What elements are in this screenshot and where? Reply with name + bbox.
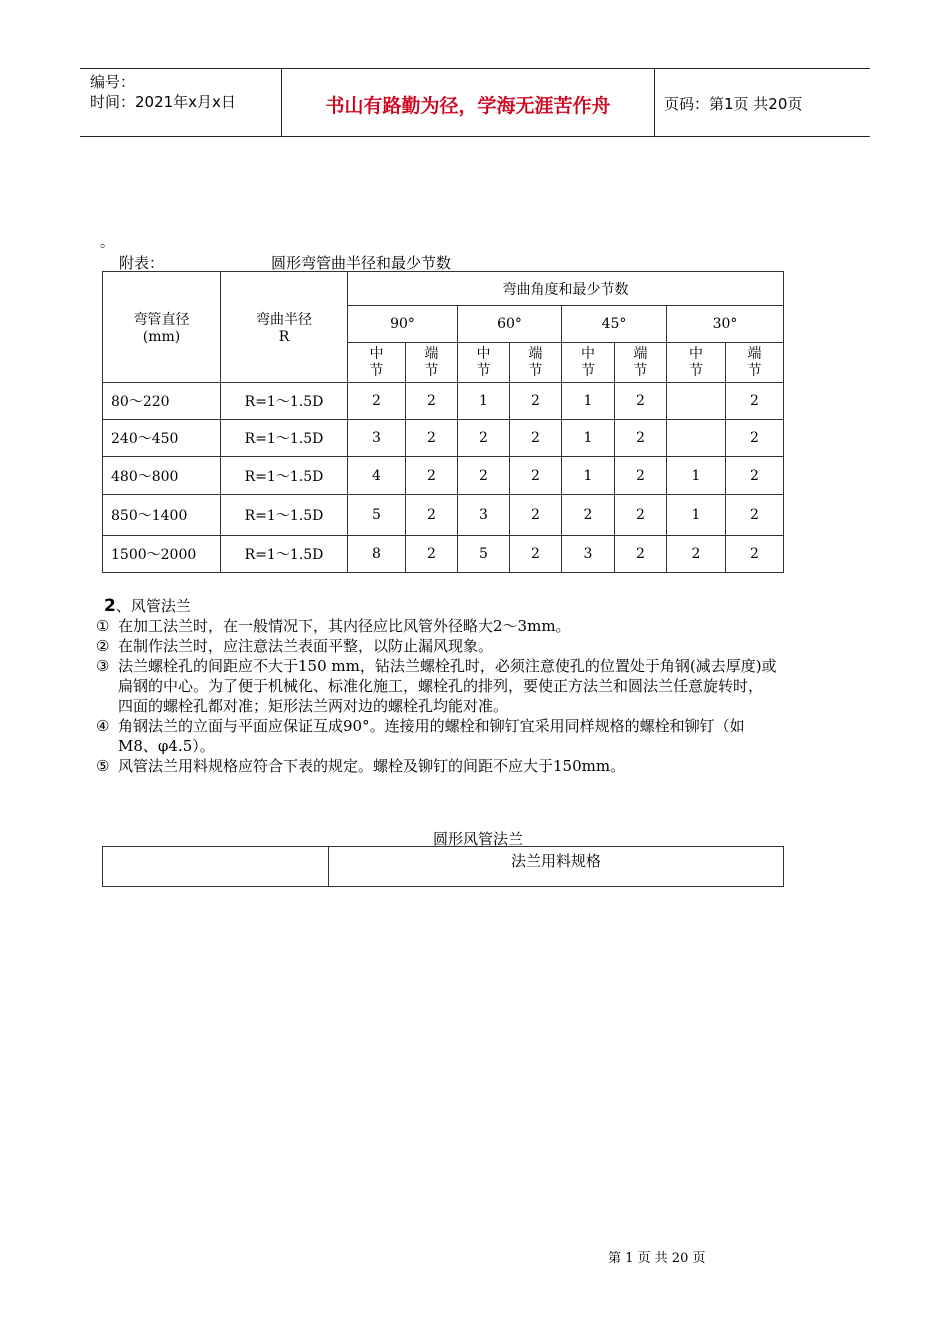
list-marker: ③	[96, 657, 110, 675]
subheader-text: 端节	[424, 345, 439, 379]
date-label: 时间：2021年x月x日	[90, 93, 236, 111]
count-cell: 1	[562, 383, 615, 420]
count-cell	[667, 383, 726, 420]
count-cell: 2	[726, 536, 784, 573]
flange-table	[102, 846, 784, 887]
subheader-text: 中节	[689, 345, 703, 379]
count-cell: 5	[348, 495, 406, 536]
table-row	[103, 536, 784, 573]
list-item-line	[96, 636, 856, 656]
count-cell: 2	[726, 457, 784, 495]
count-cell: 1	[458, 383, 510, 420]
diameter-cell: 80～220	[103, 383, 221, 420]
list-item	[96, 616, 856, 636]
header-meta	[90, 72, 236, 112]
count-cell: 1	[562, 457, 615, 495]
end-section-header	[726, 343, 784, 383]
flange-col-2: 法兰用料规格	[329, 847, 784, 887]
end-section-header	[510, 343, 562, 383]
list-item-text: 角钢法兰的立面与平面应保证互成90°。连接用的螺栓和铆钉宜采用同样规格的螺栓和铆钉（如	[118, 717, 745, 735]
subheader-text: 中节	[369, 345, 384, 379]
radius-cell: R=1～1.5D	[221, 383, 348, 420]
angle-group-header: 弯曲角度和最少节数	[348, 272, 784, 306]
list-item	[96, 656, 856, 716]
list-item-line	[96, 696, 856, 716]
list-item-line	[96, 736, 856, 756]
mid-section-header	[458, 343, 510, 383]
bend-table	[102, 271, 784, 573]
count-cell: 3	[458, 495, 510, 536]
list-item	[96, 756, 856, 776]
list-item-text: 在加工法兰时，在一般情况下，其内径应比风管外径略大2～3mm。	[118, 617, 571, 635]
list-item-text: 法兰螺栓孔的间距应不大于150 mm，钻法兰螺栓孔时，必须注意使孔的位置处于角钢(减去厚度)或	[118, 657, 777, 675]
count-cell: 2	[406, 495, 458, 536]
footer-page-number: 第 1 页 共 20 页	[608, 1251, 706, 1266]
radius-cell: R=1～1.5D	[221, 495, 348, 536]
subheader-text: 中节	[581, 345, 595, 379]
count-cell: 2	[510, 420, 562, 457]
list-item-text: M8、φ4.5）。	[118, 737, 215, 755]
list-item-text: 扁钢的中心。为了便于机械化、标准化施工，螺栓孔的排列，要使正方法兰和圆法兰任意旋转时，	[118, 677, 764, 695]
list-item-line	[96, 656, 856, 676]
subheader-text: 端节	[747, 345, 762, 379]
count-cell: 2	[667, 536, 726, 573]
flange-table-title: 圆形风管法兰	[433, 830, 524, 848]
count-cell: 3	[348, 420, 406, 457]
count-cell: 2	[406, 536, 458, 573]
mid-section-header	[348, 343, 406, 383]
count-cell: 2	[510, 495, 562, 536]
diameter-cell: 1500～2000	[103, 536, 221, 573]
radius-cell: R=1～1.5D	[221, 420, 348, 457]
count-cell: 2	[615, 536, 667, 573]
count-cell	[667, 420, 726, 457]
list-item-line	[96, 676, 856, 696]
count-cell: 2	[348, 383, 406, 420]
diameter-cell: 850～1400	[103, 495, 221, 536]
flange-col-1	[103, 847, 329, 887]
radius-cell: R=1～1.5D	[221, 457, 348, 495]
count-cell: 2	[615, 495, 667, 536]
subheader-text: 端节	[633, 345, 648, 379]
count-cell: 2	[562, 495, 615, 536]
count-cell: 2	[510, 457, 562, 495]
radius-header-symbol: R	[278, 329, 290, 345]
header-page-info: 页码：第1页 共20页	[664, 95, 803, 113]
list-item-text: 风管法兰用料规格应符合下表的规定。螺栓及铆钉的间距不应大于150mm。	[118, 757, 626, 775]
count-cell: 3	[562, 536, 615, 573]
table-row	[103, 495, 784, 536]
list-item	[96, 636, 856, 656]
header-divider	[654, 68, 655, 136]
table-row	[103, 383, 784, 420]
list-item-line	[96, 716, 856, 736]
count-cell: 2	[726, 383, 784, 420]
table-row	[103, 457, 784, 495]
count-cell: 2	[615, 420, 667, 457]
count-cell: 1	[667, 457, 726, 495]
diameter-header	[103, 272, 221, 383]
header-bottom-rule	[80, 136, 870, 137]
count-cell: 1	[562, 420, 615, 457]
bend-table-title: 圆形弯管曲半径和最少节数	[271, 254, 452, 272]
list-item	[96, 716, 856, 756]
list-item-text: 四面的螺栓孔都对准；矩形法兰两对边的螺栓孔均能对准。	[118, 697, 509, 715]
count-cell: 2	[458, 420, 510, 457]
header-motto: 书山有路勤为径，学海无涯苦作舟	[325, 95, 611, 117]
radius-cell: R=1～1.5D	[221, 536, 348, 573]
section-number: 2	[104, 596, 116, 616]
count-cell: 2	[615, 457, 667, 495]
angle-header: 60°	[458, 306, 562, 343]
diameter-header-unit: (mm)	[142, 329, 181, 345]
radius-header	[221, 272, 348, 383]
count-cell: 2	[726, 420, 784, 457]
header-top-rule	[80, 68, 870, 69]
count-cell: 1	[667, 495, 726, 536]
count-cell: 2	[615, 383, 667, 420]
list-item-text: 在制作法兰时，应注意法兰表面平整，以防止漏风现象。	[118, 637, 494, 655]
radius-header-label: 弯曲半径	[256, 312, 312, 328]
list-item-line	[96, 756, 856, 776]
table-row	[103, 420, 784, 457]
appendix-label: 附表：	[119, 254, 165, 272]
list-marker: ⑤	[96, 757, 110, 775]
angle-header: 90°	[348, 306, 458, 343]
diameter-cell: 240～450	[103, 420, 221, 457]
angle-header: 45°	[562, 306, 667, 343]
count-cell: 2	[458, 457, 510, 495]
mid-section-header	[562, 343, 615, 383]
end-section-header	[615, 343, 667, 383]
mid-section-header	[667, 343, 726, 383]
list-marker: ②	[96, 637, 110, 655]
count-cell: 2	[510, 383, 562, 420]
diameter-cell: 480～800	[103, 457, 221, 495]
section-title: 、风管法兰	[115, 597, 191, 615]
serial-label: 编号：	[90, 73, 136, 91]
diameter-header-label: 弯管直径	[133, 312, 190, 328]
list-item-line	[96, 616, 856, 636]
angle-header: 30°	[667, 306, 784, 343]
list-marker: ①	[96, 617, 110, 635]
subheader-text: 端节	[528, 345, 543, 379]
stray-period: 。	[100, 235, 114, 251]
count-cell: 2	[406, 383, 458, 420]
count-cell: 2	[510, 536, 562, 573]
subheader-text: 中节	[476, 345, 491, 379]
count-cell: 2	[726, 495, 784, 536]
end-section-header	[406, 343, 458, 383]
count-cell: 2	[406, 420, 458, 457]
count-cell: 8	[348, 536, 406, 573]
list-marker: ④	[96, 717, 110, 735]
section-2-heading	[104, 595, 191, 616]
count-cell: 2	[406, 457, 458, 495]
count-cell: 5	[458, 536, 510, 573]
count-cell: 4	[348, 457, 406, 495]
